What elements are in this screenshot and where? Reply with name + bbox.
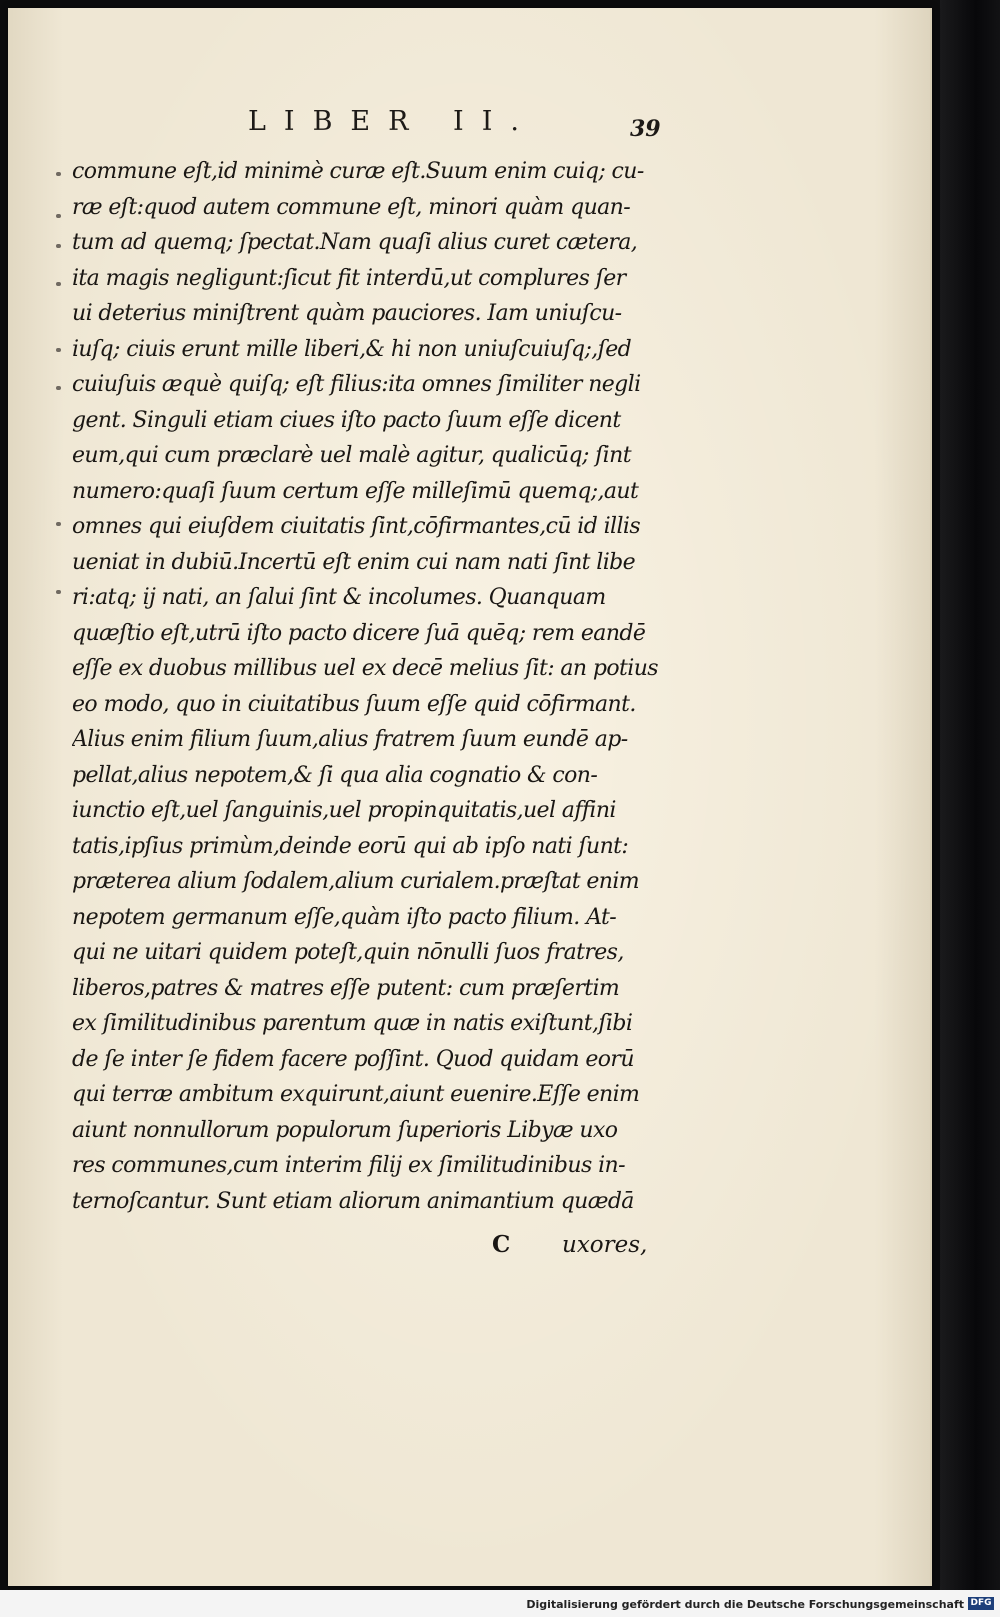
text-line: qui ne uitari quidem poteſt,quin nōnulli ſuos fratres,	[72, 940, 624, 965]
text-line: ita magis negligunt:ſicut fit interdū,ut complures ſer	[72, 265, 626, 291]
margin-marks	[52, 158, 68, 1258]
book-edge-background	[940, 0, 1000, 1590]
signature-mark: C	[492, 1231, 511, 1258]
text-line: ternoſcantur. Sunt etiam aliorum animantium quædā	[72, 1188, 634, 1214]
text-line: res communes,cum interim filij ex ſimilitudinibus in-	[72, 1153, 625, 1178]
text-line: Alius enim filium ſuum,alius fratrem ſuum eundē ap-	[72, 727, 628, 752]
text-line: numero:quaſi ſuum certum eſſe milleſimū quemq;,aut	[72, 478, 639, 504]
text-line: de ſe inter ſe fidem facere poſſint. Quod quidam eorū	[72, 1046, 634, 1072]
text-line: qui terræ ambitum exquirunt,aiunt euenire.Eſſe enim	[72, 1082, 640, 1107]
text-line: eo modo, quo in ciuitatibus ſuum eſſe quid cōfirmant.	[72, 691, 636, 717]
text-line: eum,qui cum præclarè uel malè agitur, qualicūq; ſint	[72, 443, 631, 468]
text-line: cuiuſuis æquè quiſq; eſt filius:ita omnes ſimiliter negli	[72, 372, 641, 397]
text-line: iunctio eſt,uel ſanguinis,uel propinquitatis,uel affini	[72, 798, 616, 823]
footer-bar	[0, 1590, 1000, 1617]
text-line: iuſq; ciuis erunt mille liberi,& hi non uniuſcuiuſq;,ſed	[72, 336, 632, 362]
text-line: præterea alium ſodalem,alium curialem.præſtat enim	[72, 869, 640, 894]
footer-credit: Digitalisierung gefördert durch die Deutsche Forschungsgemeinschaft	[526, 1598, 964, 1611]
text-line: ui deterius miniſtrent quàm pauciores. Iam uniuſcu-	[72, 301, 622, 326]
text-line: pellat,alius nepotem,& ſi qua alia cognatio & con-	[72, 762, 598, 788]
text-line: gent. Singuli etiam ciues iſto pacto ſuum eſſe dicent	[72, 407, 621, 433]
text-line: commune eſt,id minimè curæ eſt.Suum enim cuiq; cu-	[72, 159, 644, 184]
text-line: nepotem germanum eſſe,quàm iſto pacto filium. At-	[72, 904, 617, 930]
catchword: uxores,	[562, 1232, 648, 1258]
text-line: liberos,patres & matres eſſe putent: cum præſertim	[72, 975, 620, 1001]
text-line: tum ad quemq; ſpectat.Nam quaſi alius curet cætera,	[72, 230, 638, 255]
text-line: ex ſimilitudinibus parentum quæ in natis exiſtunt,ſibi	[72, 1011, 633, 1036]
book-page	[8, 8, 932, 1586]
text-line: eſſe ex duobus millibus uel ex decē melius ſit: an potius	[72, 656, 658, 681]
running-head: LIBER II.	[248, 106, 537, 137]
body-text	[72, 154, 664, 1219]
text-line: quæſtio eſt,utrū iſto pacto dicere ſuā quēq; rem eandē	[72, 620, 646, 646]
text-line: ri:atq; ij nati, an ſalui ſint & incolumes. Quanquam	[72, 585, 606, 610]
text-line: tatis,ipſius primùm,deinde eorū qui ab ipſo nati ſunt:	[72, 833, 629, 859]
text-line: omnes qui eiuſdem ciuitatis ſint,cōfirmantes,cū id illis	[72, 514, 641, 539]
dfg-logo: DFG	[968, 1597, 994, 1610]
folio-number: 39	[630, 116, 661, 142]
text-line: ræ eſt:quod autem commune eſt, minori quàm quan-	[72, 194, 631, 220]
catchword-line	[492, 1230, 672, 1260]
text-line: aiunt nonnullorum populorum ſuperioris Libyæ uxo	[72, 1117, 618, 1143]
text-line: ueniat in dubiū.Incertū eſt enim cui nam nati ſint libe	[72, 549, 636, 575]
